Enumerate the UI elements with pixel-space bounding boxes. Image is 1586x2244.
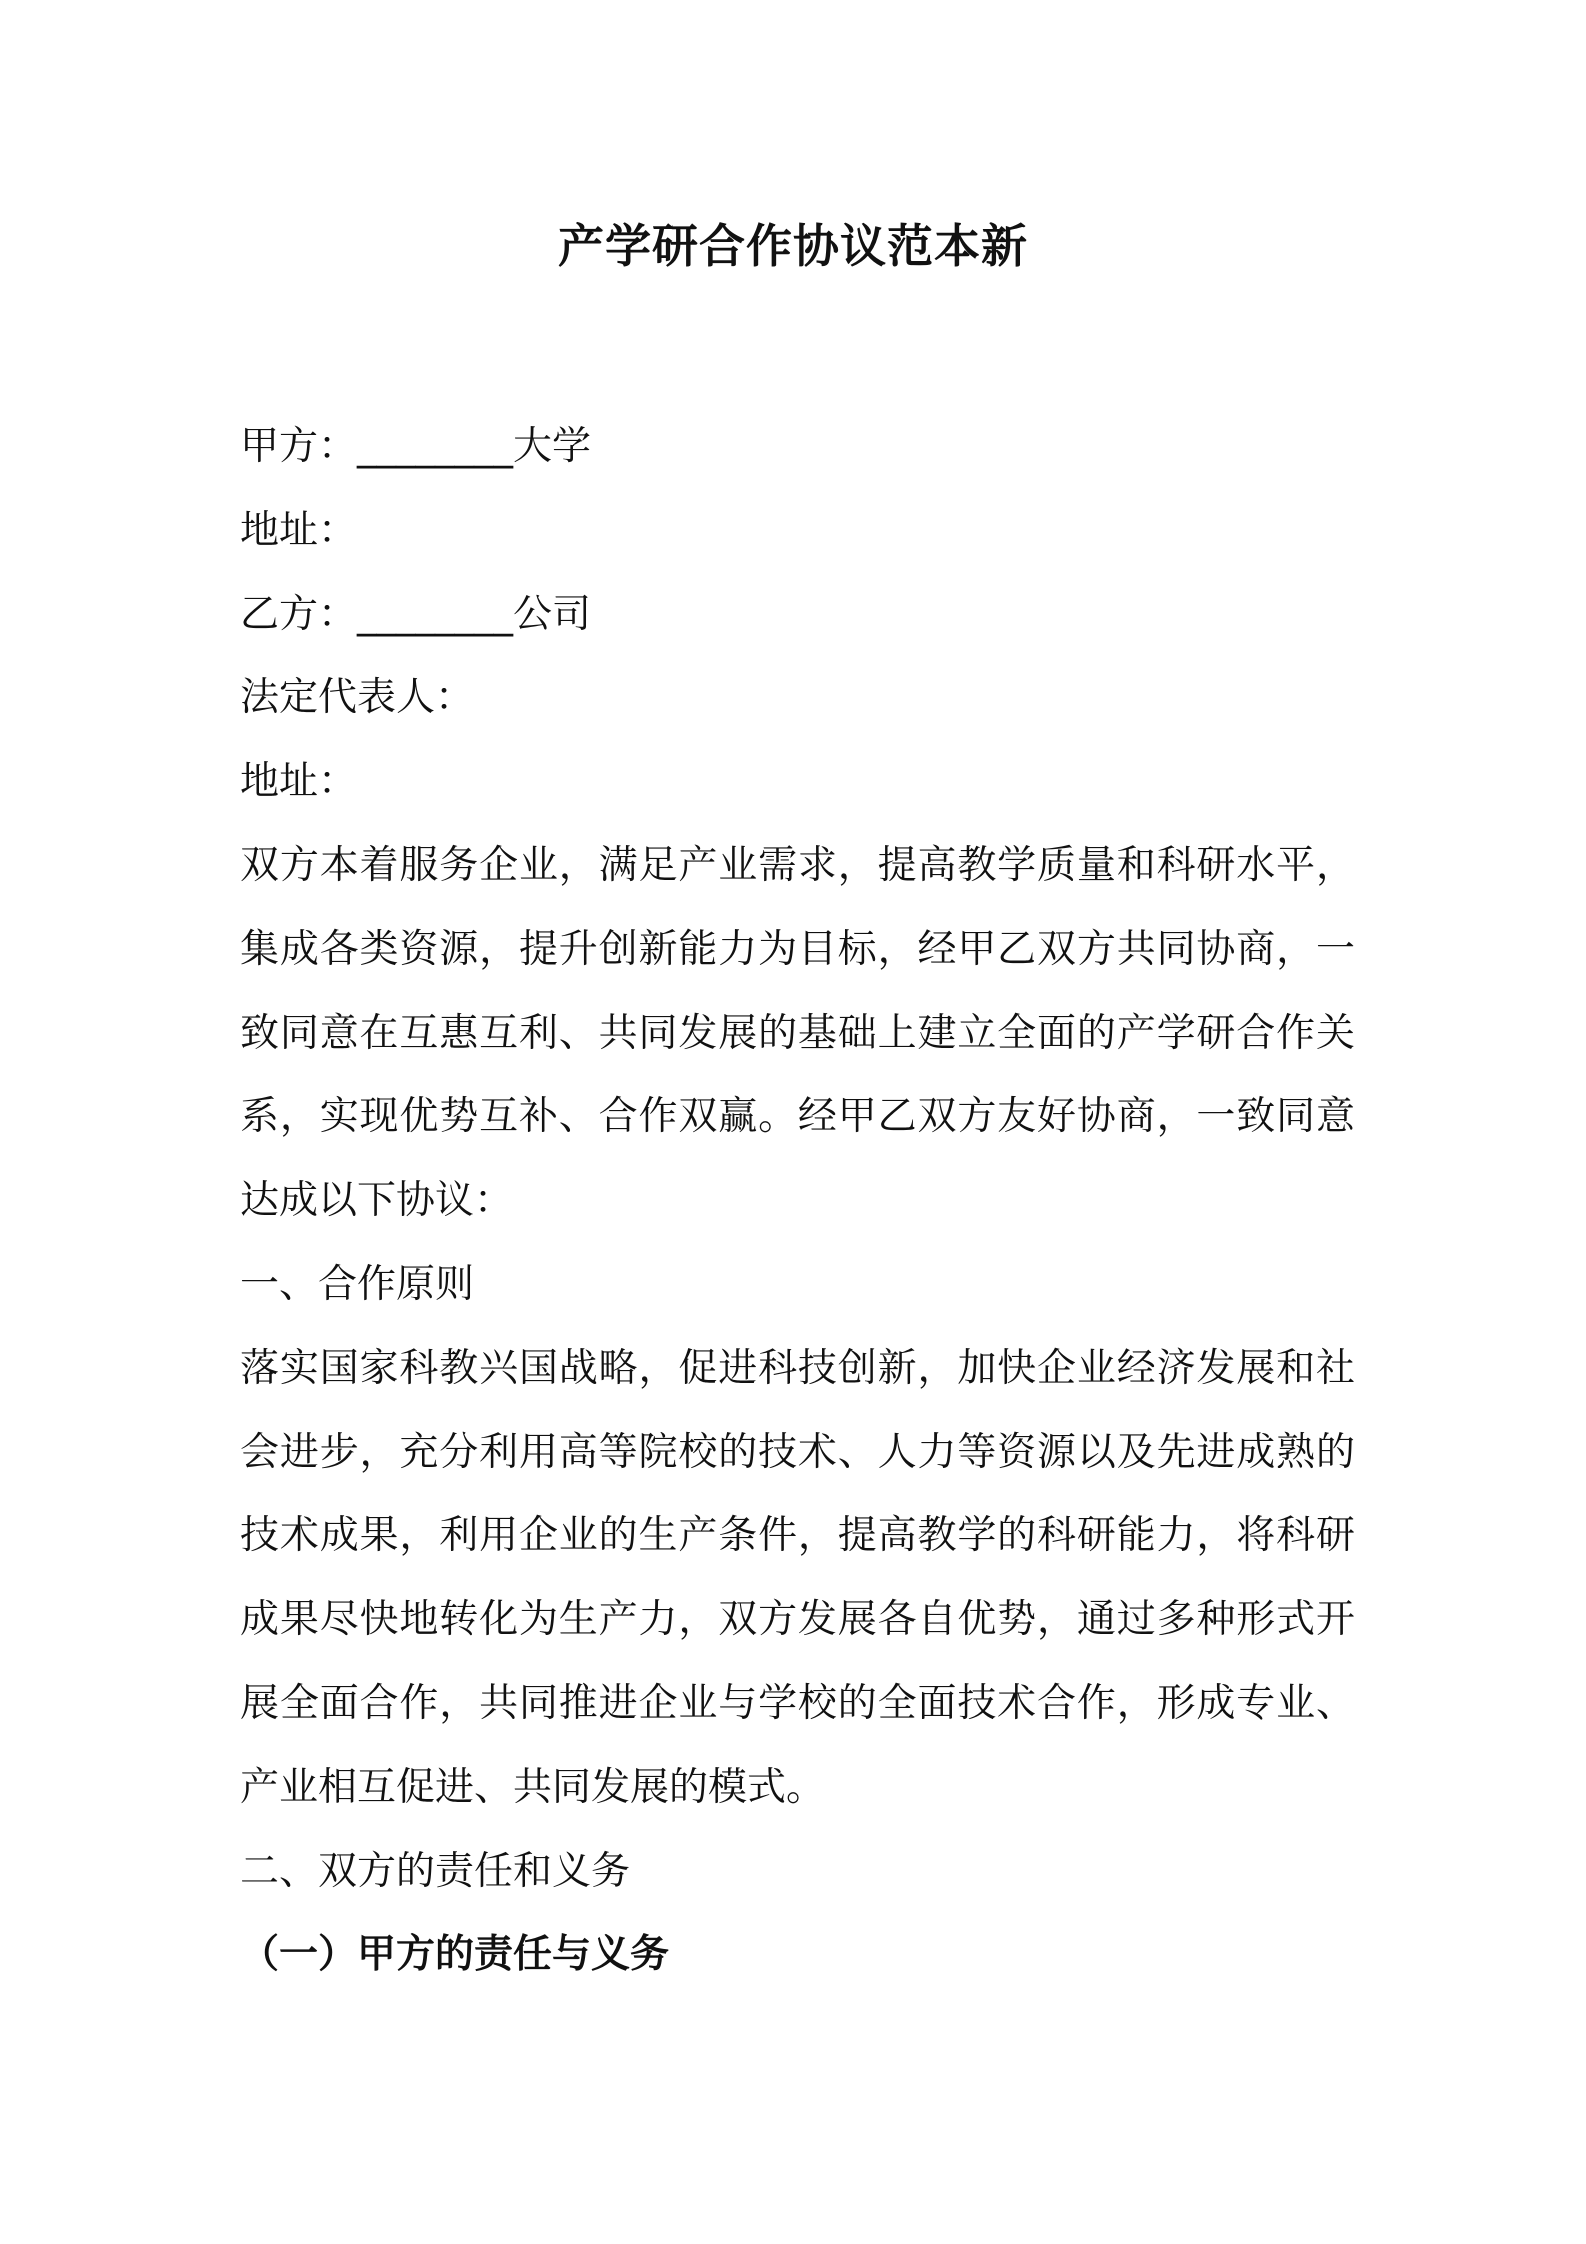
party-b-address-line: 地址：	[240, 759, 358, 805]
subsection-1-heading: （一）甲方的责任与义务	[240, 1932, 670, 1978]
legal-representative-line: 法定代表人：	[240, 675, 475, 721]
party-b-line: 乙方：________公司	[240, 591, 592, 637]
intro-paragraph: 双方本着服务企业，满足产业需求，提高教学质量和科研水平，集成各类资源，提升创新能力为目标，经甲乙双方共同协商，一致同意在互惠互利、共同发展的基础上建立全面的产学研合作关系，实现优势互补、合作双赢。经甲乙双方友好协商，一致同意达成以下协议：	[240, 842, 1355, 1224]
party-a-line: 甲方：________大学	[240, 424, 592, 469]
section-1-paragraph: 落实国家科教兴国战略，促进科技创新，加快企业经济发展和社会进步，充分利用高等院校的技术、人力等资源以及先进成熟的技术成果，利用企业的生产条件，提高教学的科研能力，将科研成果尽快地转化为生产力，双方发展各自优势，通过多种形式开展全面合作，共同推进企业与学校的全面技术合作，形成专业、产业相互促进、共同发展的模式。	[240, 1345, 1355, 1810]
section-1-heading: 一、合作原则	[240, 1261, 475, 1307]
document-body	[240, 405, 1355, 1997]
party-a-address-line: 地址：	[240, 507, 358, 553]
section-2-heading: 二、双方的责任和义务	[240, 1848, 631, 1894]
document-title: 产学研合作协议范本新	[558, 219, 1028, 273]
